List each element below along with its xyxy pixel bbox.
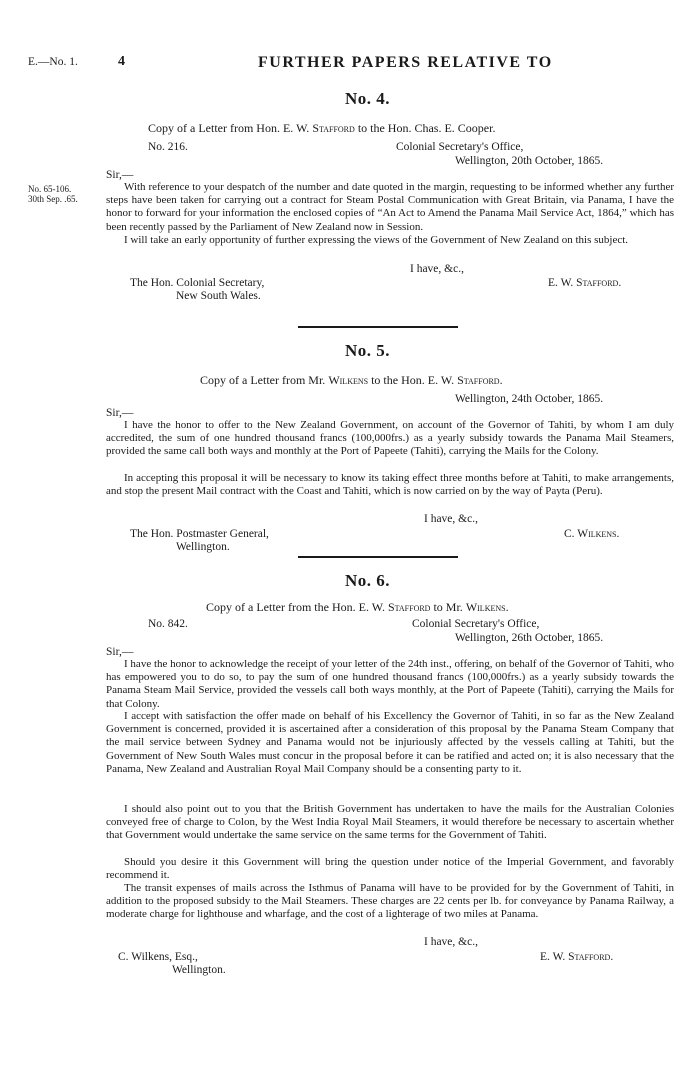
office-line: Colonial Secretary's Office,	[396, 141, 524, 153]
letter-caption: Copy of a Letter from Hon. E. W. Stafford to the Hon. Chas. E. Cooper.	[148, 121, 496, 135]
signature: C. Wilkens.	[564, 528, 620, 540]
paragraph: I will take an early opportunity of further expressing the views of the Government of New Zealand on this subject.	[124, 234, 629, 246]
paragraph: I should also point out to you that the British Government has undertaken to have the mails for the Australian Colonies conveyed free of charge to Colon, by the West India Royal Mail Steamers, it would therefore be necessary to ascertain whether that Government would undertake the same service on the same terms for the Government of Tahiti.	[106, 803, 674, 842]
closing: I have, &c.,	[424, 513, 478, 525]
margin-note-date: 30th Sep. .65.	[28, 194, 78, 204]
paragraph: Should you desire it this Government will bring the question under notice of the Imperial Government, and favorably recommend it.	[106, 856, 674, 882]
addressee-line: C. Wilkens, Esq.,	[118, 951, 198, 963]
addressee-line: New South Wales.	[176, 290, 261, 302]
letter-number: No. 4.	[345, 89, 391, 108]
signature: E. W. Stafford.	[548, 277, 622, 289]
letter-number: No. 5.	[345, 341, 391, 360]
document-reference: E.—No. 1.	[28, 56, 78, 68]
salutation: Sir,—	[106, 646, 134, 658]
section-divider	[298, 326, 458, 328]
place-date: Wellington, 26th October, 1865.	[455, 632, 604, 644]
reference-number: No. 842.	[148, 618, 188, 630]
page-number: 4	[118, 54, 125, 69]
paragraph: I have the honor to acknowledge the receipt of your letter of the 24th inst., offering, on behalf of the Governor of Tahiti, who has empowered you to do so, to pay the sum of one hundred thousand francs (100,000frs.) as a yearly subsidy towards the Panama Steam Mail Service, provided the vessels call both ways monthly, at the Port of Papeete (Tahiti), carrying the Mails for that Colony.	[106, 658, 674, 710]
closing: I have, &c.,	[424, 936, 478, 948]
running-title: FURTHER PAPERS RELATIVE TO	[258, 54, 553, 71]
addressee-line: Wellington.	[172, 964, 226, 976]
section-divider	[298, 556, 458, 558]
letter-caption: Copy of a Letter from Mr. Wilkens to the Hon. E. W. Stafford.	[200, 373, 503, 387]
reference-number: No. 216.	[148, 141, 188, 153]
addressee-line: Wellington.	[176, 541, 230, 553]
letter-caption: Copy of a Letter from the Hon. E. W. Stafford to Mr. Wilkens.	[206, 600, 509, 614]
letter-number: No. 6.	[345, 571, 391, 590]
office-line: Colonial Secretary's Office,	[412, 618, 540, 630]
margin-note-number: No. 65-106.	[28, 184, 72, 194]
closing: I have, &c.,	[410, 263, 464, 275]
addressee-line: The Hon. Postmaster General,	[130, 528, 269, 540]
paragraph: The transit expenses of mails across the Isthmus of Panama will have to be provided for by the Government of Tahiti, in addition to the proposed subsidy to the Mail Steamers. These charges are 22 cents per lb. for conveyance by Panama Railway, a moderate charge for lighthouse and wharfage, and the cost of a lighterage of two miles at Panama.	[106, 882, 674, 921]
place-date: Wellington, 24th October, 1865.	[455, 393, 604, 405]
signature: E. W. Stafford.	[540, 951, 614, 963]
paragraph: I accept with satisfaction the offer made on behalf of his Excellency the Governor of Tahiti, in so far as the New Zealand Government is concerned, provided it is ascertained after a consideration of this proposal by the Panama Steam Company that the mail service between Sydney and Panama would not be injuriously affected by the vessels calling at Tahiti, but the Government of New South Wales must concur in the proposal before it can be ratified and acted on; it is also necessary that the Panama, New Zealand and Australian Royal Mail Company should be a consenting party to it.	[106, 710, 674, 775]
paragraph: In accepting this proposal it will be necessary to know its taking effect three months before at Tahiti, to make arrangements, and stop the present Mail contract with the Coast and Tahiti, which is now carried on by the way of Payta (Peru).	[106, 472, 674, 498]
salutation: Sir,—	[106, 169, 134, 181]
salutation: Sir,—	[106, 407, 134, 419]
running-header	[0, 56, 700, 76]
place-date: Wellington, 20th October, 1865.	[455, 155, 604, 167]
addressee-line: The Hon. Colonial Secretary,	[130, 277, 265, 289]
paragraph: I have the honor to offer to the New Zealand Government, on account of the Governor of Tahiti, by whom I am duly accredited, the sum of one hundred thousand francs (100,000frs.) as a yearly subsidy towards the Panama Mail Steamers, provided the same call both ways and monthly at the Port of Papeete (Tahiti), carrying the Mails for the Colony.	[106, 419, 674, 458]
paragraph: With reference to your despatch of the number and date quoted in the margin, requesting to be informed whether any further steps have been taken for carrying out a contract for Steam Postal Communication with Great Britain, via Panama, I have the honor to forward for your information the enclosed copies of “An Act to Amend the Panama Mail Service Act, 1864,” which has been recently passed by the Parliament of New Zealand now in Session.	[106, 181, 674, 233]
